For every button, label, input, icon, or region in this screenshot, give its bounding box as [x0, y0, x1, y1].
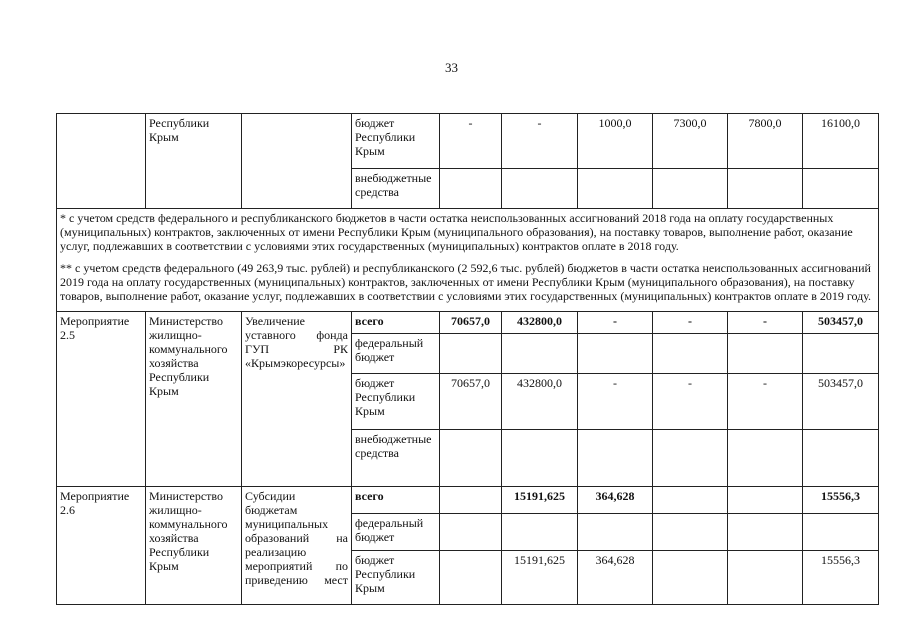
total-cell: 503457,0 [803, 312, 879, 334]
value-cell: 70657,0 [440, 374, 502, 430]
description-cell: Увеличение уставного фонда ГУП РК «Крымэкоресурсы» [242, 312, 352, 487]
value-cell [578, 430, 653, 487]
value-cell: - [653, 374, 728, 430]
value-cell: 7800,0 [728, 114, 803, 169]
value-cell [653, 514, 728, 551]
value-cell [502, 169, 578, 209]
value-cell [502, 430, 578, 487]
value-cell [502, 514, 578, 551]
value-cell [578, 169, 653, 209]
value-cell [653, 334, 728, 374]
executor-cell: Министерство жилищно-коммунального хозяйства Республики Крым [146, 487, 242, 605]
page-number: 33 [445, 60, 458, 75]
total-cell: 503457,0 [803, 374, 879, 430]
funding-source: внебюджетные средства [352, 430, 440, 487]
table-row [57, 114, 879, 169]
value-cell [728, 169, 803, 209]
executor-cell: Республики Крым [146, 114, 242, 209]
value-cell [440, 169, 502, 209]
value-cell: - [728, 374, 803, 430]
measure-name-cell [57, 114, 146, 209]
funding-source: бюджет Республики Крым [352, 374, 440, 430]
funding-source: внебюджетные средства [352, 169, 440, 209]
total-cell [803, 169, 879, 209]
value-cell: 15191,625 [502, 551, 578, 605]
value-cell: 7300,0 [653, 114, 728, 169]
value-cell: 15191,625 [502, 487, 578, 514]
value-cell: - [578, 312, 653, 334]
footnote-2018: * с учетом средств федерального и республиканского бюджетов в части остатка неиспользованных ассигнований 2018 года на оплату государственных (муниципальных) контрактов, заключенных от имени Республики Крым (муниципального образования), на поставку товаров, выполнение работ, оказание услуг, подлежавших в соответствии с условиями этих государственных (муниципальных) контрактов оплате в 2018 году. [60, 211, 853, 253]
value-cell: 364,628 [578, 487, 653, 514]
value-cell: - [502, 114, 578, 169]
total-cell: 16100,0 [803, 114, 879, 169]
executor-cell: Министерство жилищно-коммунального хозяйства Республики Крым [146, 312, 242, 487]
value-cell [578, 334, 653, 374]
funding-source: бюджет Республики Крым [352, 114, 440, 169]
notes-row [57, 209, 879, 312]
value-cell [440, 514, 502, 551]
value-cell [728, 514, 803, 551]
value-cell [440, 487, 502, 514]
funding-source: федеральный бюджет [352, 514, 440, 551]
total-cell [803, 514, 879, 551]
value-cell: - [653, 312, 728, 334]
value-cell [653, 430, 728, 487]
measure-name-cell: Мероприятие 2.6 [57, 487, 146, 605]
value-cell: 432800,0 [502, 312, 578, 334]
value-cell: - [728, 312, 803, 334]
value-cell [440, 334, 502, 374]
value-cell [653, 169, 728, 209]
footnote-2019: ** с учетом средств федерального (49 263,9 тыс. рублей) и республиканского (2 592,6 тыс. рублей) бюджетов в части остатка неиспользованных ассигнований 2019 года на оплату государственных (муниципальных) контрактов, заключенных от имени Республики Крым (муниципального образования), на поставку товаров, выполнение работ, оказание услуг, подлежавших в соответствии с условиями этих государственных (муниципальных) контрактов оплате в 2019 году. [60, 261, 872, 303]
funding-source: всего [352, 312, 440, 334]
value-cell [653, 487, 728, 514]
value-cell [728, 430, 803, 487]
value-cell [578, 514, 653, 551]
footnotes [57, 209, 879, 312]
value-cell [728, 487, 803, 514]
value-cell: 364,628 [578, 551, 653, 605]
value-cell [728, 334, 803, 374]
description-cell: Субсидии бюджетам муниципальных образований на реализацию мероприятий по приведению мест [242, 487, 352, 605]
measure-name-cell: Мероприятие 2.5 [57, 312, 146, 487]
description-cell [242, 114, 352, 209]
value-cell [440, 430, 502, 487]
budget-table [56, 113, 879, 605]
value-cell: 432800,0 [502, 374, 578, 430]
table-row [57, 312, 879, 334]
value-cell: 1000,0 [578, 114, 653, 169]
total-cell [803, 334, 879, 374]
table-row [57, 487, 879, 514]
funding-source: бюджет Республики Крым [352, 551, 440, 605]
total-cell [803, 430, 879, 487]
value-cell [653, 551, 728, 605]
funding-source: федеральный бюджет [352, 334, 440, 374]
value-cell [440, 551, 502, 605]
funding-source: всего [352, 487, 440, 514]
total-cell: 15556,3 [803, 551, 879, 605]
value-cell [502, 334, 578, 374]
value-cell: - [578, 374, 653, 430]
value-cell [728, 551, 803, 605]
total-cell: 15556,3 [803, 487, 879, 514]
value-cell: 70657,0 [440, 312, 502, 334]
value-cell: - [440, 114, 502, 169]
